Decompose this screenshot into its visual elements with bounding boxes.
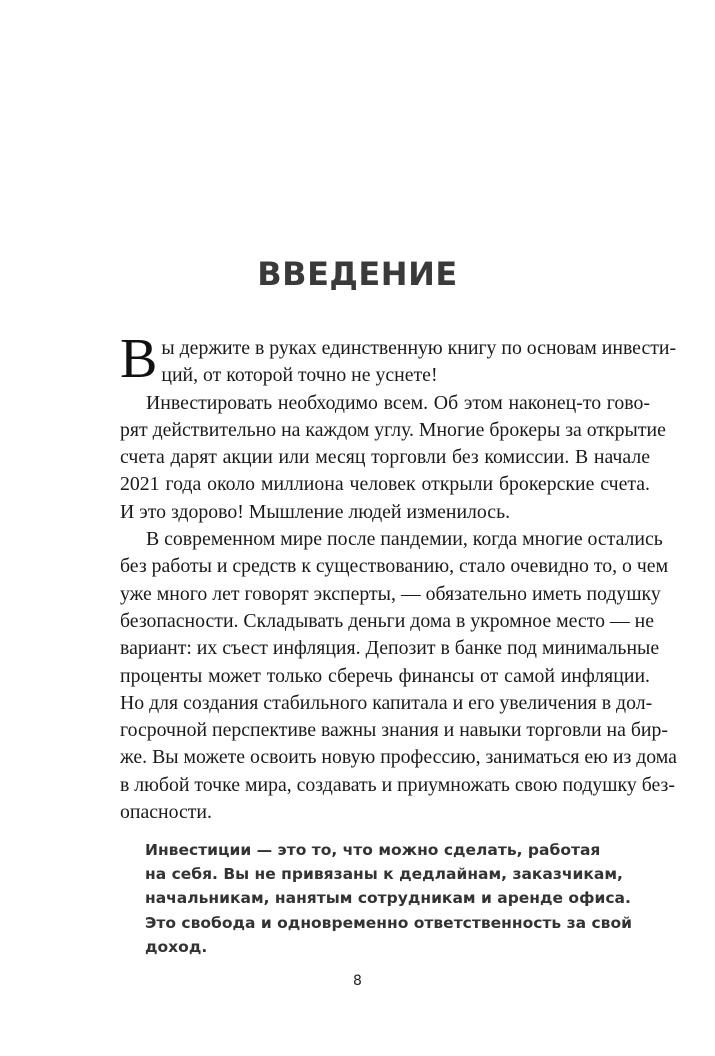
text-line: Инвестировать необходимо всем. Об этом наконец-то гово- <box>146 391 650 414</box>
text-line: ций, от которой точно не уснете! <box>161 364 438 387</box>
text-line: опасности. <box>120 801 212 824</box>
text-line: госрочной перспективе важны знания и навыки торговли на бир- <box>120 719 668 742</box>
text-line: в любой точке мира, создавать и приумножать свою подушку без- <box>120 773 675 796</box>
paragraph-3 <box>120 526 677 826</box>
paragraph-2 <box>120 390 666 526</box>
callout-quote <box>145 838 632 959</box>
callout-line: Инвестиции — это то, что можно сделать, работая <box>145 841 601 859</box>
text-line: вариант: их съест инфляция. Депозит в банке под минимальные <box>120 637 660 660</box>
text-line: счета дарят акции или месяц торговли без комиссии. В начале <box>120 446 650 469</box>
text-line: проценты может только сберечь финансы от самой инфляции. <box>120 664 650 687</box>
callout-line: Это свобода и одновременно ответственность за свой <box>145 913 632 932</box>
drop-cap: В <box>120 328 158 390</box>
intro-paragraph <box>120 328 677 390</box>
callout-line: на себя. Вы не привязаны к дедлайнам, заказчикам, <box>145 865 623 884</box>
text-line: рят действительно на каждом углу. Многие брокеры за открытие <box>120 418 666 441</box>
text-line: ы держите в руках единственную книгу по основам инвести- <box>161 337 677 359</box>
callout-line: доход. <box>145 937 208 956</box>
text-line: В современном мире после пандемии, когда многие остались <box>146 528 663 551</box>
text-line: уже много лет говорят эксперты, — обязательно иметь подушку <box>120 582 661 605</box>
text-line: 2021 года около миллиона человек открыли брокерские счета. <box>120 473 650 496</box>
callout-line: начальникам, нанятым сотрудникам и аренде офиса. <box>145 889 631 908</box>
text-line: безопасности. Складывать деньги дома в укромное место — не <box>120 609 655 632</box>
text-line: же. Вы можете освоить новую профессию, заниматься ею из дома <box>120 746 677 769</box>
chapter-body <box>120 328 677 826</box>
chapter-heading: ВВЕДЕНИЕ <box>257 255 458 293</box>
text-line: И это здорово! Мышление людей изменилось. <box>120 500 511 523</box>
text-line: Но для создания стабильного капитала и его увеличения в дол- <box>120 691 653 714</box>
page-number: 8 <box>353 973 362 989</box>
text-line: без работы и средств к существованию, стало очевидно то, о чем <box>120 555 669 578</box>
